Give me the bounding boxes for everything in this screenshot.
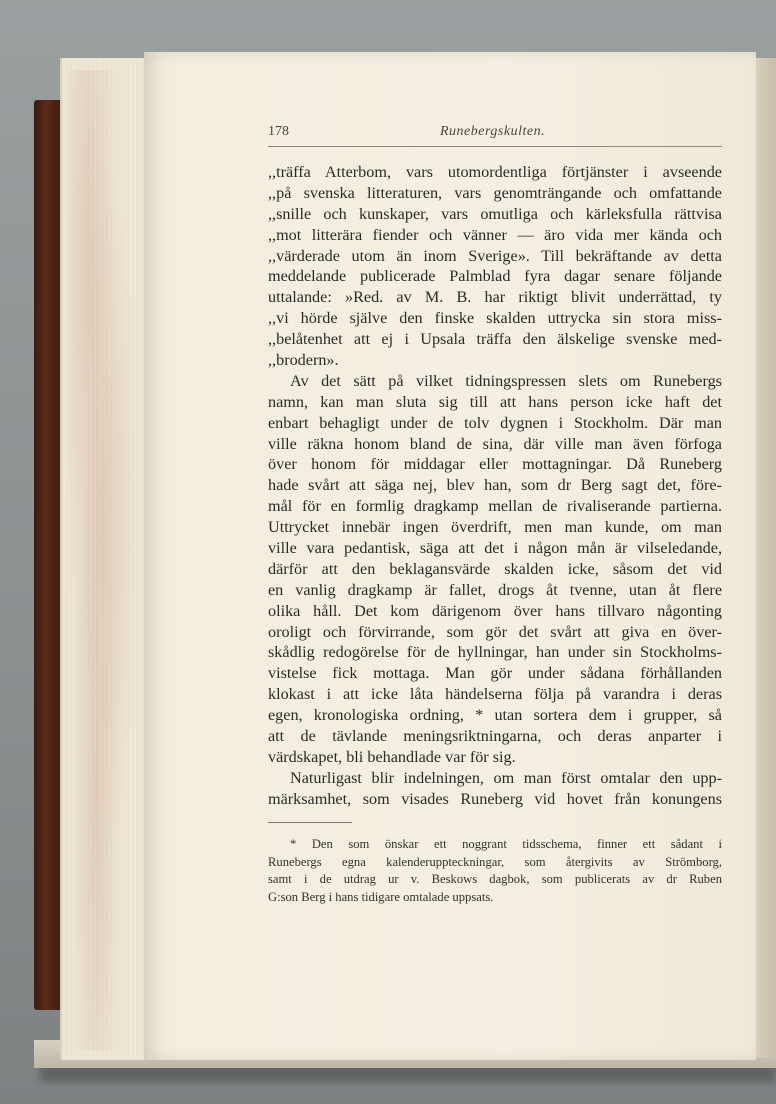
text-line: uttalande: »Red. av M. B. har riktigt blivit underrättad, ty [268,288,722,307]
text-line: oroligt och förvirrande, som gör det svårt att giva en över- [268,622,722,641]
text-line: egen, kronologiska ordning, * utan sortera dem i grupper, så [268,706,722,725]
marbled-page-edge [68,70,138,1050]
text-line: ,,vi hörde själve den finske skalden uttrycka sin stora miss- [268,309,722,328]
facing-page-edge [756,58,776,1058]
text-line: en vanlig dragkamp är fallet, drogs åt tvenne, utan åt flere [268,580,722,599]
text-line: därför att den beklagansvärde skalden icke, såsom det vid [268,559,722,578]
text-line: märksamhet, som visades Runeberg vid hovet från konungens [268,789,722,808]
text-line: ,,på svenska litteraturen, vars genomträngande och omfattande [268,183,722,202]
text-line: ,,belåtenhet att ej i Upsala träffa den älskelige svenske med- [268,330,722,349]
text-line: över honom för middagar eller mottagningar. Då Runeberg [268,455,722,474]
text-line: ville räkna honom bland de sina, där ville man även förfoga [268,434,722,453]
text-line: ,,mot litterära fiender och vänner — äro vida mer kända och [268,225,722,244]
text-line: Naturligast blir indelningen, om man först omtalar den upp- [290,768,722,787]
text-line: namn, kan man sluta sig till att hans person icke haft det [268,392,722,411]
text-line: hade svårt att säga nej, blev han, som dr Berg sagt det, före- [268,476,722,495]
text-line: olika håll. Det kom därigenom över hans tillvaro någonting [268,601,722,620]
text-line: skådlig redogörelse för de hyllningar, han under sin Stockholms- [268,643,722,662]
text-line: ,,brodern». [268,351,339,370]
text-line: värdskapet, bli behandlade var för sig. [268,747,516,766]
text-line: Uttrycket innebär ingen överdrift, men man kunde, om man [268,518,722,537]
text-line: meddelande publicerade Palmblad fyra dagar senare följande [268,267,722,286]
text-line: ,,träffa Atterbom, vars utomordentliga förtjänster i avseende [268,163,722,181]
text-line: mål för en formlig dragkamp mellan de rivaliserande partierna. [268,497,722,516]
page-header [268,124,722,147]
footnote [268,836,722,906]
footnote-line: Runebergs egna kalenderuppteckningar, som återgivits av Strömborg, [268,854,722,869]
page-number: 178 [268,124,289,139]
text-line: ,,värderade utom än inom Sverige». Till bekräftande av detta [268,246,722,265]
text-line: ,,snille och kunskaper, vars omutliga och kärleksfulla rättvisa [268,204,722,223]
text-line: ville vara pedantisk, säga att det i någon mån är vilseledande, [268,539,722,558]
footnote-line: G:son Berg i hans tidigare omtalade uppsats. [268,889,494,904]
body-text [268,162,722,810]
footnote-line: samt i de utdrag ur v. Beskows dagbok, som publicerats av dr Ruben [268,872,722,887]
text-line: vistelse fick mottaga. Man gör under sådana förhållanden [268,664,722,683]
footnote-line: * Den som önskar ett noggrant tidsschema, finner ett sådant i [290,837,722,851]
text-line: Av det sätt på vilket tidningspressen slets om Runebergs [290,371,722,390]
text-line: klokast i att icke låta händelserna följa på varandra i deras [268,685,722,704]
running-head: Runebergskulten. [440,124,546,139]
text-line: att de tävlande meningsriktningarna, och deras anparter i [268,727,722,746]
footnote-rule [268,822,352,823]
text-line: enbart behagligt under de tolv dygnen i Stockholm. Där man [268,413,722,432]
